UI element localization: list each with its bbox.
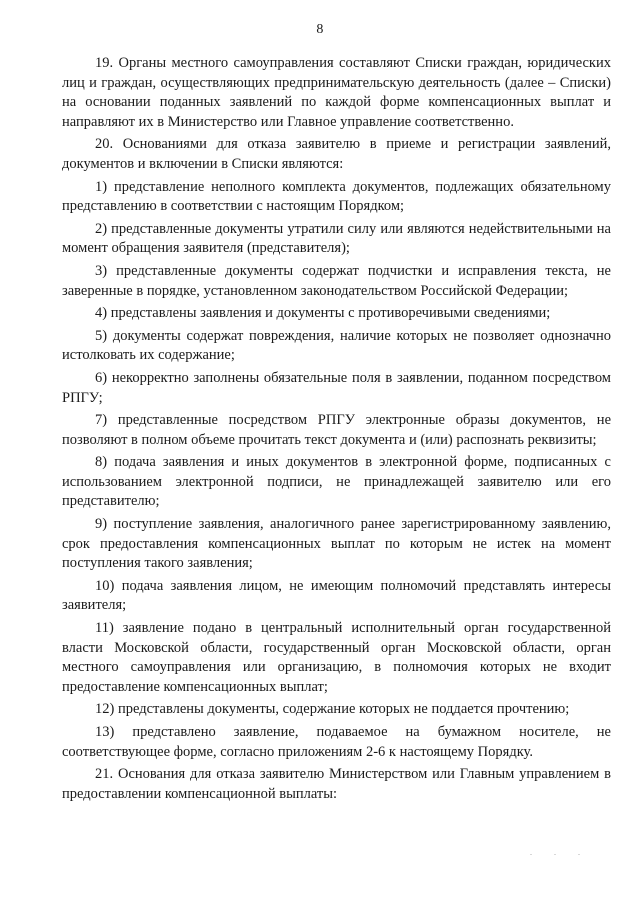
paragraph-20: 20. Основаниями для отказа заявителю в приеме и регистрации заявлений, документов и включении в Списки являются:	[62, 136, 611, 172]
list-item-12: 12) представлены документы, содержание которых не поддается прочтению;	[95, 701, 570, 718]
scan-artifact-dots: . . .	[530, 848, 590, 857]
paragraph-21: 21. Основания для отказа заявителю Министерством или Главным управлением в предоставлении компенсационной выплаты:	[62, 766, 611, 802]
list-item-2: 2) представленные документы утратили силу или являются недействительными на момент обращения заявителя (представителя);	[62, 220, 611, 257]
document-body	[62, 54, 611, 804]
list-item-6: 6) некорректно заполнены обязательные поля в заявлении, поданном посредством РПГУ;	[62, 369, 611, 406]
list-item-1: 1) представление неполного комплекта документов, подлежащих обязательному представлению в соответствии с настоящим Порядком;	[62, 178, 611, 215]
list-item-13: 13) представлено заявление, подаваемое на бумажном носителе, не соответствующее форме, согласно приложениям 2-6 к настоящему Порядку.	[62, 724, 611, 760]
list-item-11: 11) заявление подано в центральный исполнительный орган государственной власти Московской области, государственный орган Московской области, орган местного самоуправления или организацию, в полномочия которых не входит предоставление компенсационных выплат;	[62, 620, 611, 695]
paragraph-19: 19. Органы местного самоуправления составляют Списки граждан, юридических лиц и граждан, осуществляющих предпринимательскую деятельность (далее – Списки) на основании поданных заявлений по каждой форме компенсационных выплат и направляют их в Министерство или Главное управление соответственно.	[62, 55, 611, 130]
page-number: 8	[316, 22, 324, 37]
list-item-3: 3) представленные документы содержат подчистки и исправления текста, не заверенные в порядке, установленном законодательством Российской Федерации;	[62, 262, 611, 299]
list-item-10: 10) подача заявления лицом, не имеющим полномочий представлять интересы заявителя;	[62, 577, 611, 614]
list-item-4: 4) представлены заявления и документы с противоречивыми сведениями;	[95, 305, 551, 322]
list-item-8: 8) подача заявления и иных документов в электронной форме, подписанных с использованием электронной подписи, не принадлежащей заявителю или его представителю;	[62, 454, 611, 510]
list-item-7: 7) представленные посредством РПГУ электронные образы документов, не позволяют в полном объеме прочитать текст документа и (или) распознать реквизиты;	[62, 412, 611, 448]
list-item-9: 9) поступление заявления, аналогичного ранее зарегистрированному заявлению, срок предоставления компенсационных выплат по которым не истек на момент поступления такого заявления;	[62, 516, 611, 572]
list-item-5: 5) документы содержат повреждения, наличие которых не позволяет однозначно истолковать их содержание;	[62, 327, 611, 364]
